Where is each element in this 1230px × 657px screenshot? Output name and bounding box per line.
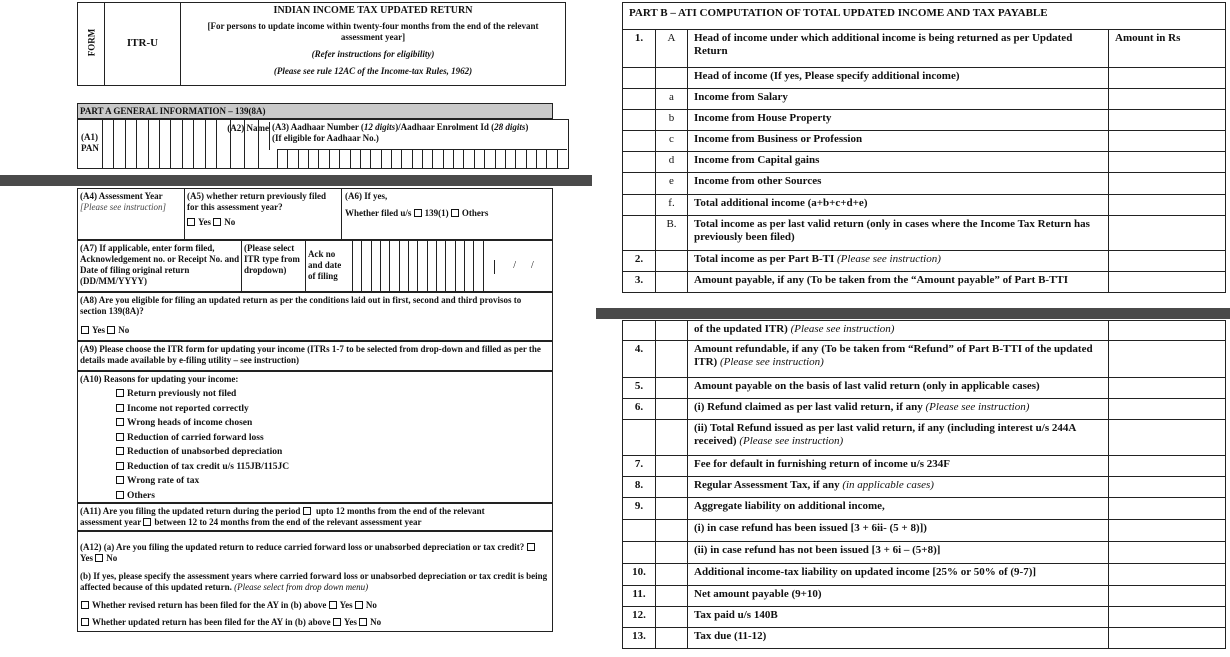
a3-label: (A3) Aadhaar Number (12 digits)/Aadhaar Enrolment Id (28 digits) (If eligible for Aadhaar No.) xyxy=(269,122,568,150)
reason-item[interactable]: Reduction of unabsorbed depreciation xyxy=(116,445,289,460)
amount-input[interactable] xyxy=(1109,173,1226,195)
reason-item[interactable]: Wrong rate of tax xyxy=(116,474,289,489)
a9-block xyxy=(77,341,553,371)
row-number xyxy=(623,110,656,131)
table-row xyxy=(623,378,1226,399)
a7-label: (A7) If applicable, enter form filed, Acknowledgement no. or Receipt No. and Date of filing original return (DD/MM/YYYY) xyxy=(80,243,240,286)
a8-no-checkbox[interactable] xyxy=(107,326,115,334)
amount-input[interactable] xyxy=(1109,152,1226,173)
row-description: Additional income-tax liability on updated income [25% or 50% of (9-7)] xyxy=(688,564,1109,586)
amount-input[interactable] xyxy=(1109,607,1226,628)
a12b-label: (b) If yes, please specify the assessment years where carried forward loss or unabsorbed depreciation or tax credit is being affected because of this updated return. (Please select from drop down menu) xyxy=(80,571,548,592)
table-row xyxy=(623,564,1226,586)
row-number: 10. xyxy=(623,564,656,586)
table-row xyxy=(623,272,1226,293)
amount-input[interactable] xyxy=(1109,477,1226,498)
itr-type-select[interactable]: (Please select ITR type from dropdown) xyxy=(244,243,300,275)
a11-upto-12-checkbox[interactable] xyxy=(303,507,311,515)
row-number xyxy=(623,542,656,564)
a6-1391-checkbox[interactable] xyxy=(414,209,422,217)
a4-label: (A4) Assessment Year xyxy=(80,191,163,201)
a12a-yes-checkbox[interactable] xyxy=(527,543,535,551)
row-description: Total income as per Part B-TI (Please see instruction) xyxy=(688,251,1109,272)
row-number: 5. xyxy=(623,378,656,399)
amount-input[interactable] xyxy=(1109,251,1226,272)
row-number: 1. xyxy=(623,30,656,68)
row-number xyxy=(623,68,656,89)
row-description: Income from other Sources xyxy=(688,173,1109,195)
ack-label: Ack no and date of filing xyxy=(308,249,342,281)
part-b-table-bottom xyxy=(622,320,1226,649)
reason-item[interactable]: Income not reported correctly xyxy=(116,402,289,417)
a8-block xyxy=(77,292,553,341)
row-letter xyxy=(656,628,688,649)
table-row xyxy=(623,89,1226,110)
row-letter xyxy=(656,520,688,542)
row-number xyxy=(623,131,656,152)
row-letter xyxy=(656,399,688,420)
a6-options: Whether filed u/s 139(1) Others xyxy=(345,208,489,218)
ack-number-input[interactable] xyxy=(352,241,492,291)
row-number: 2. xyxy=(623,251,656,272)
row-number xyxy=(623,420,656,456)
table-row xyxy=(623,607,1226,628)
table-row xyxy=(623,420,1226,456)
row-description: Fee for default in furnishing return of income u/s 234F xyxy=(688,456,1109,477)
row-number: 4. xyxy=(623,341,656,378)
row-letter: A xyxy=(656,30,688,68)
table-row xyxy=(623,110,1226,131)
row-letter xyxy=(656,564,688,586)
row-letter xyxy=(656,272,688,293)
row-description: Income from Business or Profession xyxy=(688,131,1109,152)
row-number: 3. xyxy=(623,272,656,293)
row-description: Aggregate liability on additional income, xyxy=(688,498,1109,520)
row-number xyxy=(623,89,656,110)
row-description: Amount payable on the basis of last valid return (only in applicable cases) xyxy=(688,378,1109,399)
pan-name-block xyxy=(77,119,569,169)
row-description: Amount payable, if any (To be taken from the “Amount payable” of Part B-TTI xyxy=(688,272,1109,293)
amount-input[interactable] xyxy=(1109,378,1226,399)
filing-date-input[interactable]: / / xyxy=(494,260,552,274)
amount-input[interactable] xyxy=(1109,272,1226,293)
row-letter: a xyxy=(656,89,688,110)
row-description: Head of income (If yes, Please specify additional income) xyxy=(688,68,1109,89)
table-row xyxy=(623,456,1226,477)
amount-input[interactable] xyxy=(1109,110,1226,131)
row-description: Income from Capital gains xyxy=(688,152,1109,173)
row-letter xyxy=(656,586,688,607)
form-name: ITR-U xyxy=(126,37,159,49)
table-row xyxy=(623,586,1226,607)
row-number: 9. xyxy=(623,498,656,520)
a3-sublabel: (If eligible for Aadhaar No.) xyxy=(272,133,379,143)
row-description: (ii) in case refund has not been issued [3 + 6i – (5+8)] xyxy=(688,542,1109,564)
table-row xyxy=(623,498,1226,520)
row-letter xyxy=(656,498,688,520)
aadhaar-input[interactable] xyxy=(277,149,567,168)
row-description: (ii) Total Refund issued as per last valid return, if any (including interest u/s 244A received) (Please see instruction) xyxy=(688,420,1109,456)
row-number: 11. xyxy=(623,586,656,607)
a12c-no-checkbox[interactable] xyxy=(355,601,363,609)
row-number: 6. xyxy=(623,399,656,420)
row-description: (i) in case refund has been issued [3 + 6ii- (5 + 8)]) xyxy=(688,520,1109,542)
table-row xyxy=(623,152,1226,173)
reason-item[interactable]: Wrong heads of income chosen xyxy=(116,416,289,431)
amount-input[interactable] xyxy=(1109,195,1226,216)
table-row xyxy=(623,542,1226,564)
a11-12-24-checkbox[interactable] xyxy=(143,518,151,526)
amount-input[interactable] xyxy=(1109,89,1226,110)
row-letter xyxy=(656,341,688,378)
a11-block xyxy=(77,503,553,531)
a6-label: (A6) If yes, xyxy=(345,191,388,201)
a8-options: Yes No xyxy=(81,325,129,336)
table-row xyxy=(623,131,1226,152)
a12d-yes-checkbox[interactable] xyxy=(333,618,341,626)
row-description: Tax due (11-12) xyxy=(688,628,1109,649)
pan-input[interactable] xyxy=(102,120,216,168)
a5-no-checkbox[interactable] xyxy=(213,218,221,226)
table-row xyxy=(623,477,1226,498)
a5-label: (A5) whether return previously filed for this assessment year? xyxy=(187,191,326,212)
form-label: FORM xyxy=(86,28,97,57)
row-number: 7. xyxy=(623,456,656,477)
form-label-cell xyxy=(78,3,105,85)
amount-input[interactable] xyxy=(1109,542,1226,564)
a4-a6-block xyxy=(77,188,553,240)
row-description: Regular Assessment Tax, if any (in applicable cases) xyxy=(688,477,1109,498)
table-row xyxy=(623,68,1226,89)
form-title: INDIAN INCOME TAX UPDATED RETURN xyxy=(273,5,473,16)
row-letter: e xyxy=(656,173,688,195)
row-number xyxy=(623,216,656,251)
row-description: Total income as per last valid return (only in cases where the Income Tax Return has previously been filed) xyxy=(688,216,1109,251)
form-subtitle: [For persons to update income within twenty-four months from the end of the relevant assessment year] xyxy=(207,21,539,42)
amount-input[interactable] xyxy=(1109,520,1226,542)
part-a-heading: PART A GENERAL INFORMATION – 139(8A) xyxy=(77,103,553,119)
table-row xyxy=(623,251,1226,272)
reason-item[interactable]: Reduction of tax credit u/s 115JB/115JC xyxy=(116,460,289,475)
row-description: Net amount payable (9+10) xyxy=(688,586,1109,607)
row-description: Total additional income (a+b+c+d+e) xyxy=(688,195,1109,216)
row-letter: B. xyxy=(656,216,688,251)
amount-input[interactable] xyxy=(1109,456,1226,477)
row-letter xyxy=(656,542,688,564)
table-row xyxy=(623,173,1226,195)
row-number xyxy=(623,321,656,341)
row-description: Head of income under which additional income is being returned as per Updated Return xyxy=(688,30,1109,68)
a9-label[interactable]: (A9) Please choose the ITR form for updating your income (ITRs 1-7 to be selected from drop-down and filled as per the details made available by e-filing utility – see instruction) xyxy=(80,344,541,365)
a12c-checkbox[interactable] xyxy=(81,601,89,609)
row-number xyxy=(623,520,656,542)
row-letter xyxy=(656,420,688,456)
amount-input[interactable] xyxy=(1109,628,1226,649)
a8-label: (A8) Are you eligible for filing an updated return as per the conditions laid out in first, second and third provisos to section 139(8A)? xyxy=(80,295,522,316)
row-letter xyxy=(656,68,688,89)
amount-column-header: Amount in Rs xyxy=(1109,30,1226,68)
table-row xyxy=(623,30,1226,68)
reason-item[interactable]: Return previously not filed xyxy=(116,387,289,402)
a12c-row: Whether revised return has been filed for the AY in (b) above Yes No xyxy=(81,600,551,611)
row-letter xyxy=(656,321,688,341)
row-description: Income from Salary xyxy=(688,89,1109,110)
amount-input[interactable] xyxy=(1109,321,1226,341)
amount-input[interactable] xyxy=(1109,216,1226,251)
eligibility-note: (Refer instructions for eligibility) xyxy=(311,49,435,59)
row-description: Income from House Property xyxy=(688,110,1109,131)
amount-input[interactable] xyxy=(1109,420,1226,456)
page-separator-right xyxy=(596,308,1230,319)
reason-item[interactable]: Others xyxy=(116,489,289,504)
amount-input[interactable] xyxy=(1109,341,1226,378)
row-letter: b xyxy=(656,110,688,131)
row-number xyxy=(623,152,656,173)
row-description: (i) Refund claimed as per last valid return, if any (Please see instruction) xyxy=(688,399,1109,420)
row-description: of the updated ITR) (Please see instruction) xyxy=(688,321,1109,341)
row-letter xyxy=(656,607,688,628)
a10-label: (A10) Reasons for updating your income: xyxy=(80,374,239,384)
page-separator-left xyxy=(0,175,592,186)
table-row xyxy=(623,341,1226,378)
a12d-checkbox[interactable] xyxy=(81,618,89,626)
row-number xyxy=(623,195,656,216)
a2-label: (A2) Name xyxy=(227,123,269,133)
table-row xyxy=(623,520,1226,542)
row-letter xyxy=(656,477,688,498)
row-description: Amount refundable, if any (To be taken from “Refund” of Part B-TTI of the updated ITR) (Please see instruction) xyxy=(688,341,1109,378)
a12d-row: Whether updated return has been filed for the AY in (b) above Yes No xyxy=(81,617,551,628)
a10-block xyxy=(77,371,553,503)
reason-item[interactable]: Reduction of carried forward loss xyxy=(116,431,289,446)
a12d-no-checkbox[interactable] xyxy=(359,618,367,626)
amount-input[interactable] xyxy=(1109,564,1226,586)
a5-yes-checkbox[interactable] xyxy=(187,218,195,226)
a12-block xyxy=(77,531,553,632)
table-row xyxy=(623,628,1226,649)
row-description: Tax paid u/s 140B xyxy=(688,607,1109,628)
row-number: 12. xyxy=(623,607,656,628)
a11-label: (A11) Are you filing the updated return during the period upto 12 months from the end of the relevant assessment year between 12 to 24 months from the end of the relevant assessment year xyxy=(80,506,485,527)
table-row xyxy=(623,216,1226,251)
row-number xyxy=(623,173,656,195)
pan-label: PAN xyxy=(81,143,99,153)
amount-input[interactable] xyxy=(1109,68,1226,89)
part-b-heading: PART B – ATI COMPUTATION OF TOTAL UPDATED INCOME AND TAX PAYABLE xyxy=(622,2,1226,29)
row-number: 8. xyxy=(623,477,656,498)
a12a-label: (A12) (a) Are you filing the updated return to reduce carried forward loss or unabsorbed depreciation or tax credit? Yes No xyxy=(80,542,550,564)
amount-input[interactable] xyxy=(1109,586,1226,607)
row-letter: d xyxy=(656,152,688,173)
row-number: 13. xyxy=(623,628,656,649)
amount-input[interactable] xyxy=(1109,399,1226,420)
a7-block xyxy=(77,240,553,292)
row-letter xyxy=(656,251,688,272)
a12c-yes-checkbox[interactable] xyxy=(329,601,337,609)
a6-others-checkbox[interactable] xyxy=(451,209,459,217)
form-header xyxy=(77,2,566,86)
a5-options: Yes No xyxy=(187,217,339,228)
row-letter: c xyxy=(656,131,688,152)
a1-label: (A1) xyxy=(81,132,98,142)
table-row xyxy=(623,321,1226,341)
amount-input[interactable] xyxy=(1109,498,1226,520)
a12a-no-checkbox[interactable] xyxy=(95,554,103,562)
table-row xyxy=(623,195,1226,216)
row-letter xyxy=(656,378,688,399)
row-letter xyxy=(656,456,688,477)
row-letter: f. xyxy=(656,195,688,216)
table-row xyxy=(623,399,1226,420)
amount-input[interactable] xyxy=(1109,131,1226,152)
rule-note: (Please see rule 12AC of the Income-tax Rules, 1962) xyxy=(273,66,473,76)
part-b-table-top xyxy=(622,29,1226,293)
a4-instruction: [Please see instruction] xyxy=(80,202,166,212)
a8-yes-checkbox[interactable] xyxy=(81,326,89,334)
